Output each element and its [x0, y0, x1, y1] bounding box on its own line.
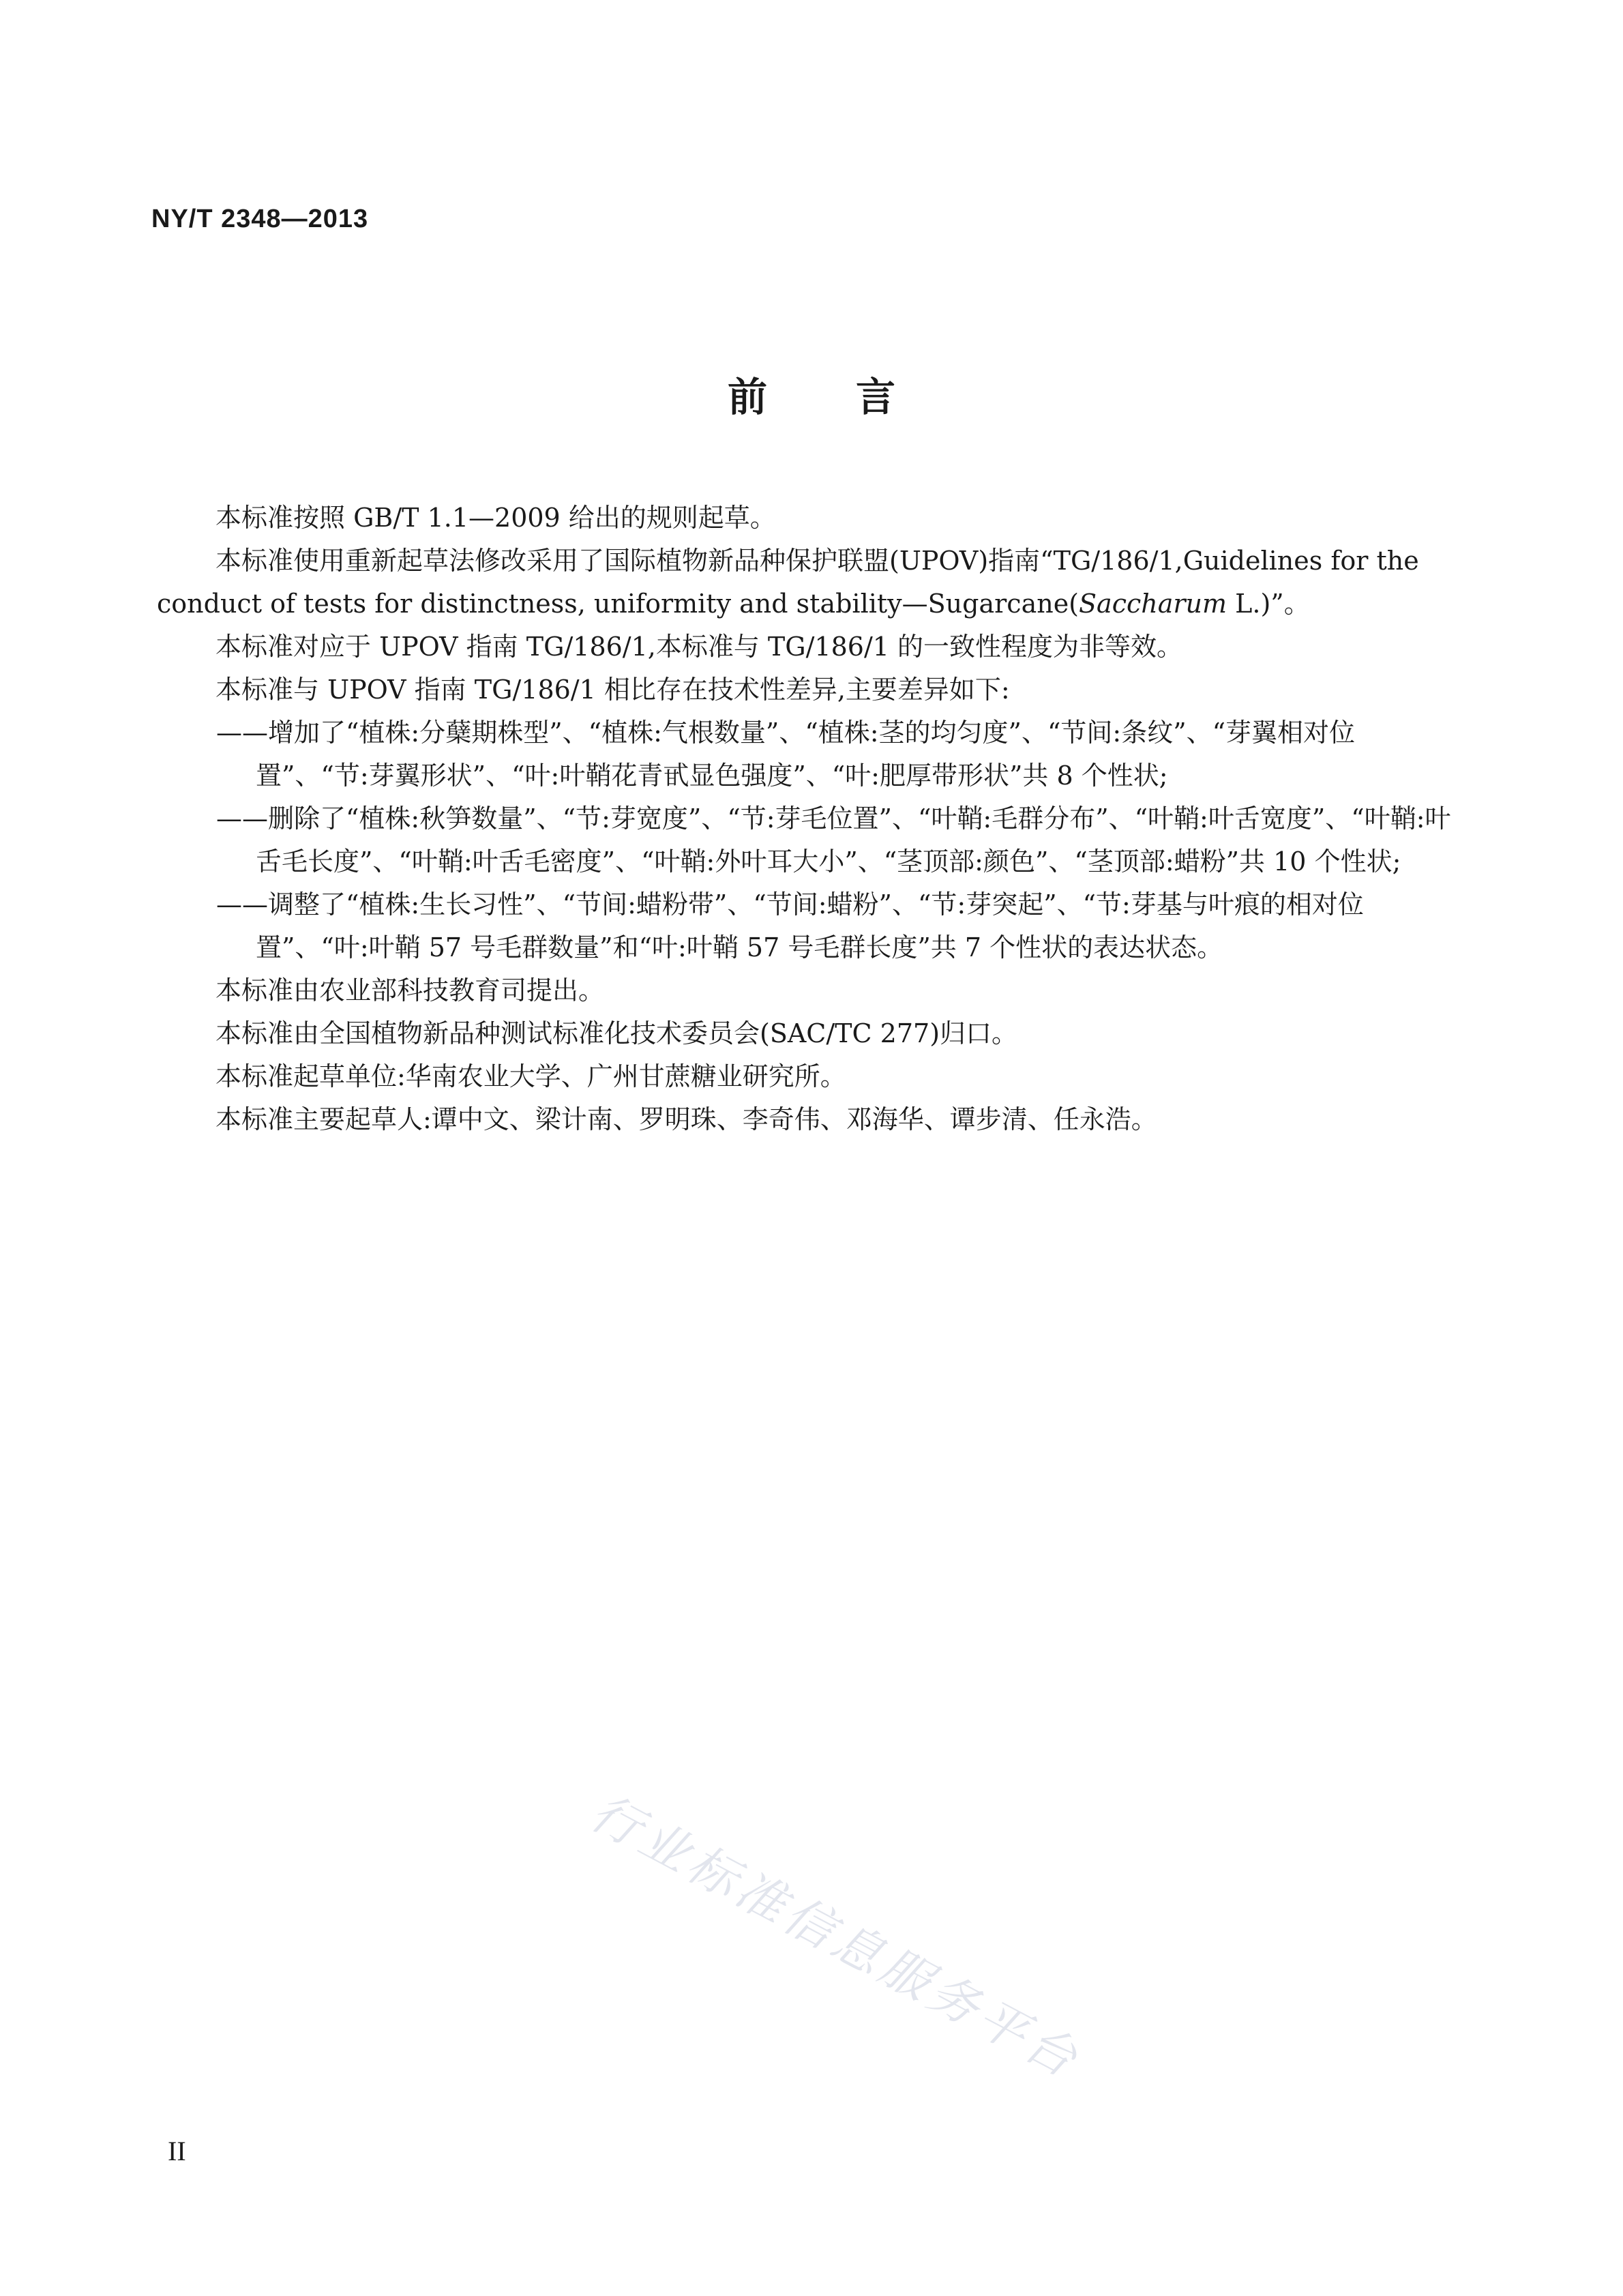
- paragraph-proposer: 本标准由农业部科技教育司提出。: [215, 975, 605, 1005]
- paragraph-upov-adoption: [157, 540, 1453, 625]
- list-item-deleted: ——删除了“植株:秋笋数量”、“节:芽宽度”、“节:芽毛位置”、“叶鞘:毛群分布”、“叶鞘:叶舌宽度”、“叶鞘:叶舌毛长度”、“叶鞘:叶舌毛密度”、“叶鞘:外叶耳大小”、“茎顶部:颜色”、“茎顶部:蜡粉”共 10 个性状;: [216, 804, 1451, 877]
- paragraph-drafting-units: 本标准起草单位:华南农业大学、广州甘蔗糖业研究所。: [215, 1061, 846, 1091]
- page-number: II: [168, 2136, 186, 2166]
- paragraph-upov-adoption-tail: L.)”。: [1227, 589, 1310, 619]
- paragraph-drafters: 本标准主要起草人:谭中文、梁计南、罗明珠、李奇伟、邓海华、谭步清、任永浩。: [215, 1104, 1157, 1134]
- paragraph-committee: 本标准由全国植物新品种测试标准化技术委员会(SAC/TC 277)归口。: [215, 1018, 1018, 1048]
- list-item-adjusted: ——调整了“植株:生长习性”、“节间:蜡粉带”、“节间:蜡粉”、“节:芽突起”、“节:芽基与叶痕的相对位置”、“叶:叶鞘 57 号毛群数量”和“叶:叶鞘 57 号毛群长度”共 7 个性状的表达状态。: [216, 889, 1364, 962]
- paragraph-drafting-rules: 本标准按照 GB/T 1.1—2009 给出的规则起草。: [215, 503, 776, 533]
- list-item-added: ——增加了“植株:分蘖期株型”、“植株:气根数量”、“植株:茎的均匀度”、“节间:条纹”、“芽翼相对位置”、“节:芽翼形状”、“叶:叶鞘花青甙显色强度”、“叶:肥厚带形状”共 8 个性状;: [216, 718, 1356, 791]
- page-title: 前言: [727, 374, 984, 420]
- paragraph-differences-intro: 本标准与 UPOV 指南 TG/186/1 相比存在技术性差异,主要差异如下:: [215, 675, 1010, 705]
- paragraph-equivalence: 本标准对应于 UPOV 指南 TG/186/1,本标准与 TG/186/1 的一致性程度为非等效。: [215, 632, 1183, 662]
- foreword-body: [157, 497, 1453, 1141]
- watermark: 行业标准信息服务平台: [582, 1783, 1090, 2090]
- paragraph-upov-adoption-text: 本标准使用重新起草法修改采用了国际植物新品种保护联盟(UPOV)指南“TG/186/1,Guidelines for the conduct of tests for distinctness, uniformity and stability—Sugarcane(: [157, 546, 1419, 619]
- standard-code: NY/T 2348—2013: [151, 205, 369, 233]
- species-name-italic: Saccharum: [1079, 589, 1227, 619]
